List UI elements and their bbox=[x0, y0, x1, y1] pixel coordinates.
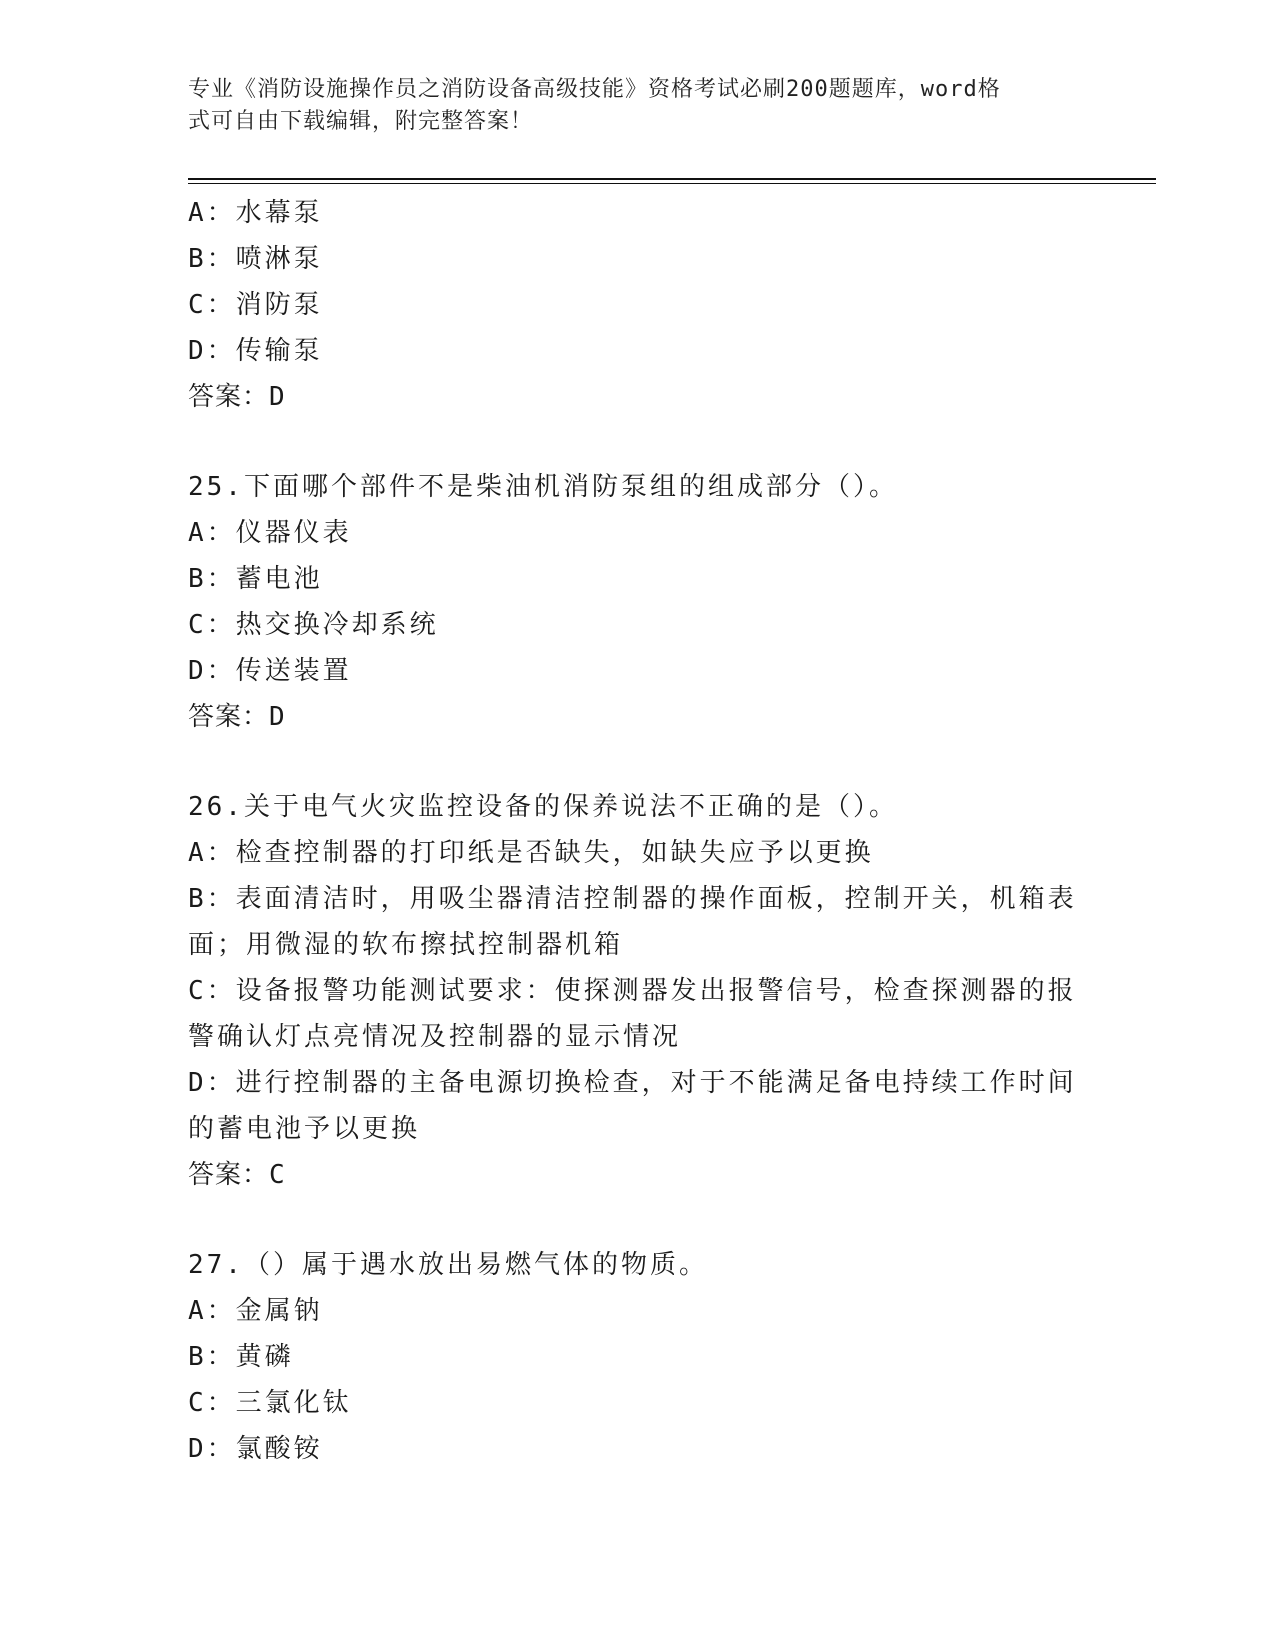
option-c: C：热交换冷却系统 bbox=[188, 610, 439, 640]
question-list bbox=[188, 190, 1088, 1472]
option-d-line-2: 的蓄电池予以更换 bbox=[188, 1114, 421, 1144]
option-c: C：消防泵 bbox=[188, 290, 323, 320]
option-c-line-2: 警确认灯点亮情况及控制器的显示情况 bbox=[188, 1022, 682, 1052]
option-a: A：仪器仪表 bbox=[188, 518, 352, 548]
answer bbox=[188, 374, 1088, 420]
question-24 bbox=[188, 190, 1088, 420]
answer-label: 答案： bbox=[188, 382, 270, 412]
question-26 bbox=[188, 784, 1088, 1198]
question-text: 26.关于电气火灾监控设备的保养说法不正确的是（）。 bbox=[188, 792, 898, 822]
answer-value: D bbox=[269, 702, 288, 732]
header-divider-thin bbox=[188, 183, 1156, 184]
answer-label: 答案： bbox=[188, 1160, 270, 1190]
answer-value: C bbox=[269, 1160, 288, 1190]
answer bbox=[188, 694, 1088, 740]
option-d-line-1: D：进行控制器的主备电源切换检查，对于不能满足备电持续工作时间 bbox=[188, 1068, 1077, 1098]
option-a: A：检查控制器的打印纸是否缺失，如缺失应予以更换 bbox=[188, 838, 874, 868]
option-d: D：传输泵 bbox=[188, 336, 323, 366]
option-b-line-2: 面；用微湿的软布擦拭控制器机箱 bbox=[188, 930, 624, 960]
option-b-line-1: B：表面清洁时，用吸尘器清洁控制器的操作面板，控制开关，机箱表 bbox=[188, 884, 1077, 914]
answer-label: 答案： bbox=[188, 702, 270, 732]
answer-value: D bbox=[269, 382, 288, 412]
option-c: C：三氯化钛 bbox=[188, 1388, 352, 1418]
question-text: 25.下面哪个部件不是柴油机消防泵组的组成部分（）。 bbox=[188, 472, 898, 502]
document-header bbox=[188, 74, 1068, 138]
option-b: B：喷淋泵 bbox=[188, 244, 323, 274]
spacer bbox=[188, 740, 1088, 784]
question-text: 27.（）属于遇水放出易燃气体的物质。 bbox=[188, 1250, 708, 1280]
option-b: B：蓄电池 bbox=[188, 564, 323, 594]
question-27 bbox=[188, 1242, 1088, 1472]
option-a: A：水幕泵 bbox=[188, 198, 323, 228]
question-25 bbox=[188, 464, 1088, 740]
spacer bbox=[188, 1198, 1088, 1242]
option-d: D：传送装置 bbox=[188, 656, 352, 686]
option-b: B：黄磷 bbox=[188, 1342, 294, 1372]
spacer bbox=[188, 420, 1088, 464]
answer bbox=[188, 1152, 1088, 1198]
header-line-1: 专业《消防设施操作员之消防设备高级技能》资格考试必刷200题题库，word格 bbox=[188, 77, 1001, 102]
header-divider-thick bbox=[188, 178, 1156, 180]
option-a: A：金属钠 bbox=[188, 1296, 323, 1326]
header-line-2: 式可自由下载编辑，附完整答案！ bbox=[188, 109, 534, 134]
option-d: D：氯酸铵 bbox=[188, 1434, 323, 1464]
option-c-line-1: C：设备报警功能测试要求：使探测器发出报警信号，检查探测器的报 bbox=[188, 976, 1077, 1006]
